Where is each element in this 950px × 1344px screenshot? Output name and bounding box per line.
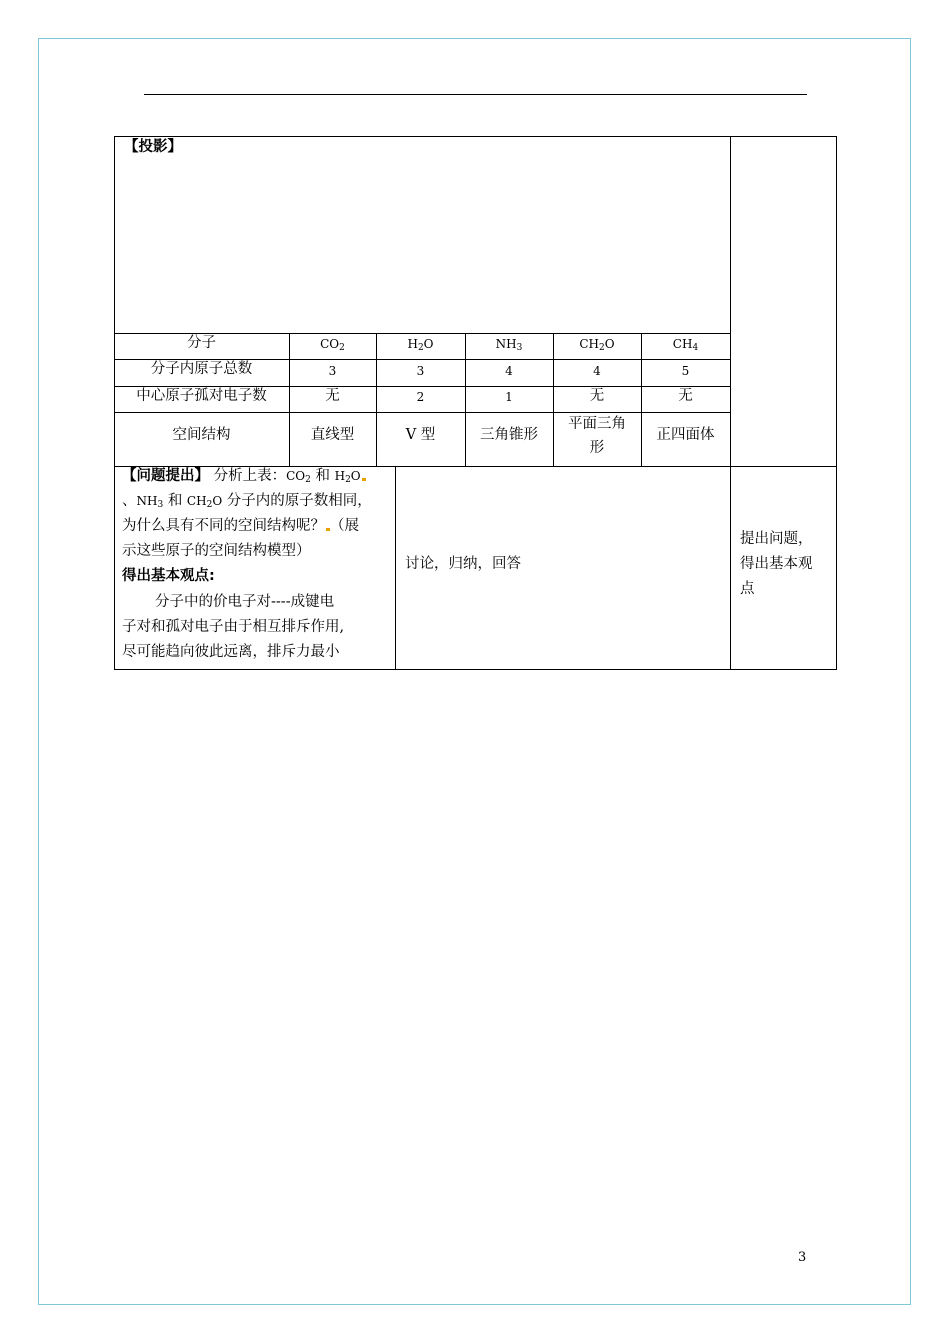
- conclusion-line-1: 分子中的价电子对----成键电: [155, 594, 335, 610]
- col-divider-right: [730, 136, 731, 670]
- table-cell: 2: [416, 390, 425, 404]
- header-molecule: 分子: [187, 335, 216, 351]
- question-line-1: 【问题提出】 分析上表：$CO_2$ 和 $H_2O$: [122, 465, 366, 491]
- header-h2o: $H_2O$: [407, 337, 434, 353]
- header-nh3: $NH_3$: [495, 337, 523, 353]
- table-cell: 无: [325, 388, 340, 404]
- student-activity: 讨论，归纳，回答: [405, 556, 521, 572]
- table-cell: 5: [681, 364, 690, 378]
- table-cell: 直线型: [310, 427, 355, 443]
- table-cell: 3: [328, 364, 337, 378]
- header-ch2o: $CH_2O$: [579, 337, 615, 353]
- row-atoms-label: 分子内原子总数: [150, 361, 253, 377]
- table-cell: 平面三角 形: [568, 416, 626, 456]
- question-line-2: 、$NH_3$ 和 $CH_2O$ 分子内的原子数相同，: [122, 493, 372, 510]
- conclusion-line-2: 子对和孤对电子由于相互排斥作用,: [122, 619, 345, 635]
- row-geometry-label: 空间结构: [172, 427, 231, 443]
- row-lone-pairs-label: 中心原子孤对电子数: [136, 388, 267, 404]
- table-cell: V 型: [405, 427, 436, 443]
- projection-label: 【投影】: [124, 139, 182, 155]
- conclusion-label: 得出基本观点:: [122, 568, 215, 584]
- table-cell: 4: [505, 364, 513, 378]
- table-cell: 无: [678, 388, 693, 404]
- question-line-3: 为什么具有不同的空间结构呢？ （展: [122, 518, 359, 534]
- table-cell: 无: [589, 388, 605, 404]
- page-border: [38, 38, 911, 1305]
- table-border-bottom: [114, 669, 837, 670]
- table-border-top: [114, 136, 837, 137]
- design-intent-2: 得出基本观: [740, 556, 813, 572]
- col-divider-mid: [395, 466, 396, 670]
- table-border-right: [836, 136, 837, 670]
- table-cell: 正四面体: [656, 427, 715, 443]
- header-co2: $CO_2$: [320, 337, 345, 353]
- table-cell: 4: [593, 364, 601, 378]
- design-intent-3: 点: [740, 581, 755, 597]
- header-ch4: $CH_4$: [672, 337, 699, 353]
- conclusion-line-3: 尽可能趋向彼此远离，排斥力最小: [122, 644, 340, 660]
- design-intent-1: 提出问题，: [740, 531, 813, 547]
- question-label: 【问题提出】: [122, 468, 209, 484]
- table-cell: 三角锥形: [480, 427, 538, 443]
- page-number: 3: [798, 1250, 807, 1265]
- edit-mark-icon: [362, 478, 366, 481]
- header-rule: [144, 94, 807, 95]
- table-cell: 3: [416, 364, 425, 378]
- question-line-4: 示这些原子的空间结构模型）: [122, 543, 311, 559]
- table-cell: 1: [505, 390, 513, 404]
